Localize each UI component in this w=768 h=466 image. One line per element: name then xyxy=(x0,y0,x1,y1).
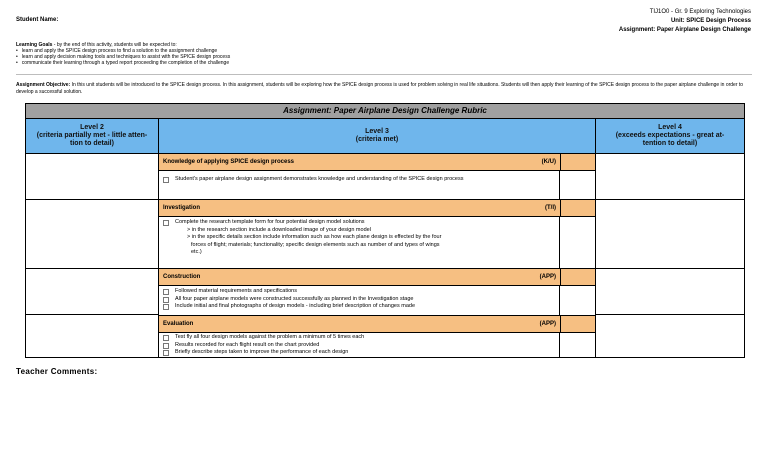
criteria-text: Student's paper airplane design assignment demonstrates knowledge and understanding of the SPICE design process xyxy=(175,176,464,182)
level-2-cell[interactable] xyxy=(26,200,158,269)
section-name: Knowledge of applying SPICE design process xyxy=(163,159,295,165)
divider xyxy=(16,74,752,75)
level-2-cell[interactable] xyxy=(26,315,158,355)
document-header xyxy=(619,8,751,35)
criteria-text: Results recorded for each flight result on the chart provided xyxy=(175,341,320,348)
section-name: Construction xyxy=(163,274,201,280)
section-name: Investigation xyxy=(163,205,201,211)
level-2-cell[interactable] xyxy=(26,269,158,315)
level-4-title: Level 4 xyxy=(658,124,682,131)
rubric-title: Assignment: Paper Airplane Design Challenge Rubric xyxy=(26,104,744,119)
level-4-desc: tention to detail) xyxy=(642,140,698,147)
section-knowledge xyxy=(159,154,595,171)
score-cell[interactable] xyxy=(560,217,595,268)
level-4-cell[interactable] xyxy=(596,154,744,200)
learning-goal-item: • learn and apply the SPICE design process to find a solution to the assignment challenge xyxy=(16,48,616,54)
section-investigation xyxy=(159,200,595,217)
section-code: (T/I) xyxy=(545,205,556,211)
criteria-text: Followed material requirements and specifications xyxy=(175,288,297,294)
objective-label: Assignment Objective: xyxy=(16,82,71,88)
learning-goals-intro: - by the end of this activity, students will be expected to: xyxy=(52,42,177,48)
criteria-text: Include initial and final photographs of design models - including brief description of changes made xyxy=(175,303,416,309)
section-items xyxy=(159,217,560,268)
teacher-comments-label: Teacher Comments: xyxy=(16,367,98,376)
learning-goal-item: • learn and apply decision making tools and techniques to assist with the SPICE design process xyxy=(16,54,616,60)
checkbox[interactable] xyxy=(163,220,169,226)
level-3-desc: (criteria met) xyxy=(355,136,399,143)
level-4-cell[interactable] xyxy=(596,315,744,355)
objective-text: In this unit students will be introduced to the SPICE design process. In this assignment, students will be exploring how the SPICE design process is used for problem solving in real life situations. Students will then apply their learning of the SPICE design process to the paper airplane challenge in order to develop a successful solution. xyxy=(16,82,744,95)
section-items xyxy=(159,286,560,315)
criteria-text: All four paper airplane models were constructed successfully as planned in the Investigation stage xyxy=(175,295,414,302)
course-code: TIJ1O0 - Gr. 9 Exploring Technologies xyxy=(649,9,751,15)
criteria-text: forces of flight; materials; functionality; specific design elements such as number of and types of wings xyxy=(191,241,440,248)
rubric-table xyxy=(25,103,745,358)
section-code: (K/U) xyxy=(541,159,556,165)
student-name-label: Student Name: xyxy=(16,17,59,23)
checkbox[interactable] xyxy=(163,297,169,303)
unit-title: Unit: SPICE Design Process xyxy=(670,18,751,24)
level-2-cell[interactable] xyxy=(26,154,158,200)
checkbox[interactable] xyxy=(163,343,169,349)
level-3-header xyxy=(159,119,595,154)
criteria-text: Complete the research template form for four potential design model solutions xyxy=(175,219,365,225)
criteria-text: etc.) xyxy=(191,249,202,255)
checkbox[interactable] xyxy=(163,177,169,183)
level-4-cell[interactable] xyxy=(596,269,744,315)
level-4-cell[interactable] xyxy=(596,200,744,269)
level-4-column xyxy=(596,119,744,357)
learning-goal-item: • communicate their learning through a typed report proceeding the completion of the challenge xyxy=(16,60,616,66)
checkbox[interactable] xyxy=(163,289,169,295)
assignment-objective xyxy=(16,82,754,95)
section-name: Evaluation xyxy=(163,321,194,327)
score-cell[interactable] xyxy=(560,333,595,357)
criteria-text: > in the research section include a downloaded image of your design model xyxy=(187,226,371,233)
level-4-header xyxy=(596,119,744,154)
checkbox[interactable] xyxy=(163,304,169,310)
section-items xyxy=(159,171,560,199)
assignment-title: Assignment: Paper Airplane Design Challenge xyxy=(618,27,751,33)
checkbox[interactable] xyxy=(163,335,169,341)
level-2-title: Level 2 xyxy=(80,124,104,131)
level-3-title: Level 3 xyxy=(365,128,389,135)
score-cell[interactable] xyxy=(560,286,595,315)
score-cell[interactable] xyxy=(560,171,595,199)
section-code: (APP) xyxy=(539,274,556,280)
criteria-text: Briefly describe steps taken to improve the performance of each design xyxy=(175,349,349,355)
level-4-desc: (exceeds expectations - great at- xyxy=(615,132,725,139)
level-2-column xyxy=(26,119,159,357)
criteria-text: > in the specific details section include information such as how each plane design is effected by the four xyxy=(187,234,442,240)
level-2-desc: (criteria partially met - little atten- xyxy=(36,132,148,139)
learning-goals-label: Learning Goals xyxy=(16,42,53,48)
learning-goals xyxy=(16,42,616,66)
section-items xyxy=(159,333,560,357)
level-3-column xyxy=(159,119,596,357)
section-construction xyxy=(159,269,595,286)
section-evaluation xyxy=(159,316,595,333)
criteria-text: Test fly all four design models against the problem a minimum of 5 times each xyxy=(175,334,365,340)
level-2-desc: tion to detail) xyxy=(70,140,114,147)
section-code: (APP) xyxy=(539,321,556,327)
checkbox[interactable] xyxy=(163,350,169,356)
level-2-header xyxy=(26,119,158,154)
